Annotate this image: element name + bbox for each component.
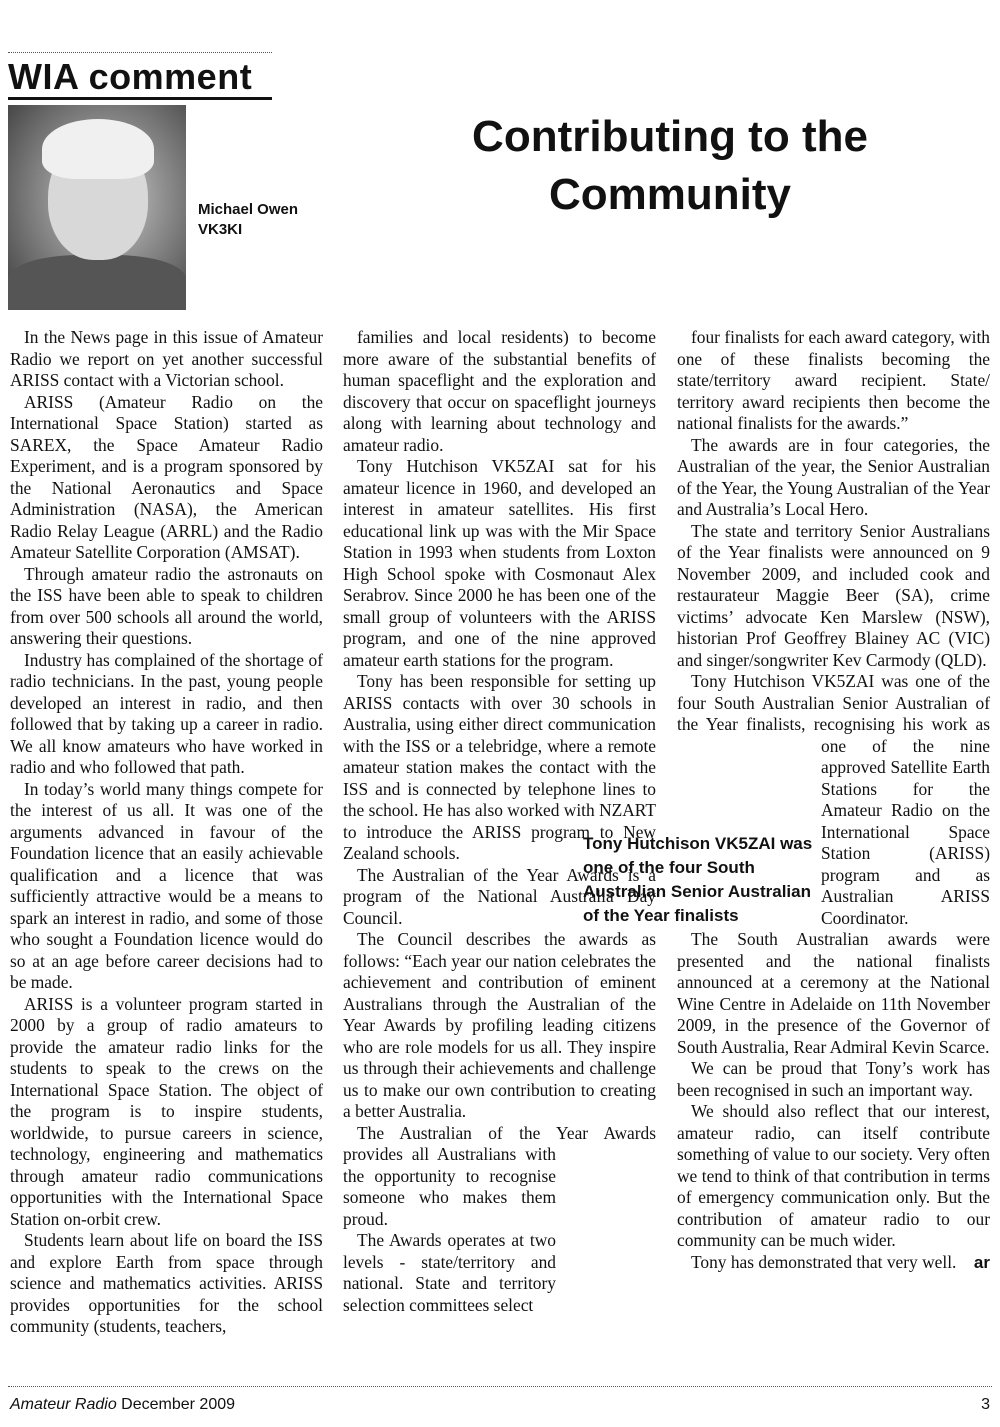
paragraph: four finalists for each award category, with one of these finalists becoming the state/territory award recipient. State/ territory award recipients then become the national finalists for the awards.” <box>677 327 990 433</box>
paragraph: The South Australian awards were presented and the national finalists announced at a ceremony at the National Wine Centre in Adelaide on 11th November 2009, in the presence of the Governor of South Australia, Rear Admiral Kevin Scarce. <box>677 929 990 1057</box>
article-column-2 <box>343 327 656 1331</box>
author-byline <box>198 200 328 240</box>
paragraph: The Australian of the Year Awards is a program of the National Australia Day Council. <box>343 864 656 928</box>
article-column-1 <box>10 327 323 1338</box>
bottom-rule <box>8 1386 992 1387</box>
section-title: WIA comment <box>8 56 253 97</box>
section-title-underline <box>8 97 272 100</box>
end-mark: ar <box>973 1252 990 1272</box>
paragraph: In today’s world many things compete for the interest of us all. It was one of the arguments advanced in favour of the Foundation licence that an easily achievable qualification and a licence that was sufficiently attractive would be a means to spark an interest in radio, and some of those who sought a Foundation licence would do so at an age before career decisions had to be made. <box>10 778 323 992</box>
paragraph: The Australian of the Year Awards provides all Australians with the opportunity to recognise someone who makes them proud. <box>343 1122 656 1229</box>
paragraph: The Council describes the awards as follows: “Each year our nation celebrates the achievement and contribution of eminent Australians through the Australian of the Year Awards by profiling leading citizens who are role models for us all. They inspire us through their achievements and challenge us to make our own contribution to creating a better Australia. <box>343 929 656 1121</box>
paragraph: We can be proud that Tony’s work has been recognised in such an important way. <box>677 1058 990 1100</box>
paragraph: In the News page in this issue of Amateur Radio we report on yet another successful ARISS contact with a Victorian school. <box>10 327 323 390</box>
author-callsign: VK3KI <box>198 221 243 238</box>
article-headline: Contributing to the Community <box>472 112 868 219</box>
paragraph: The awards are in four categories, the Australian of the year, the Senior Australian of the Year, the Young Australian of the Year and Australia’s Local Hero. <box>677 434 990 519</box>
paragraph: ARISS (Amateur Radio on the International Space Station) started as SAREX, the Space Amateur Radio Experiment, and is a program sponsored by the National Aeronautics and Space Administration (NASA), the American Radio Relay League (ARRL) and the Radio Amateur Satellite Corporation (AMSAT). <box>10 391 323 562</box>
top-rule <box>8 52 272 53</box>
footer-publication: Amateur Radio <box>10 1396 117 1413</box>
page-footer <box>10 1395 990 1415</box>
footer-issue: December 2009 <box>121 1396 236 1413</box>
author-name: Michael Owen <box>198 201 299 218</box>
paragraph <box>677 1252 990 1274</box>
footer-page-number: 3 <box>981 1396 990 1413</box>
paragraph: ARISS is a volunteer program started in 2000 by a group of radio amateurs to provide the amateur radio links for the students to speak to the crews on the International Space Station. The object of the program is to inspire students, worldwide, to pursue careers in science, technology, engineering and mathematics through amateur radio communications opportunities with the International Space Station on-orbit crew. <box>10 993 323 1229</box>
paragraph: families and local residents) to become more aware of the substantial benefits of human spaceflight and the exploration and discovery that occur on spaceflight journeys along with learning about technology and amateur radio. <box>343 327 656 455</box>
paragraph: Students learn about life on board the ISS and explore Earth from space through science and mathematics activities. ARISS provides opportunities for the school community (students, teachers, <box>10 1230 323 1336</box>
paragraph: Tony has been responsible for setting up ARISS contacts with over 30 schools in Australia, using either direct communication with the ISS or a telebridge, where a remote amateur station makes the contact with the ISS and is connected by telephone lines to the school. He has also worked with NZART to introduce the ARISS program to New Zealand schools. <box>343 671 656 863</box>
paragraph: The Awards operates at two levels - state/territory and national. State and territory selection committees select <box>343 1230 556 1315</box>
paragraph: Through amateur radio the astronauts on the ISS have been able to speak to children from over 500 schools all around the world, answering their questions. <box>10 563 323 648</box>
paragraph: Industry has complained of the shortage of radio technicians. In the past, young people developed an interest in radio, and then followed that by taking up a career in radio. We all know amateurs who have worked in radio and who followed that path. <box>10 649 323 777</box>
paragraph: Tony Hutchison VK5ZAI sat for his amateur licence in 1960, and developed an interest in amateur satellites. His first educational link up was with the Mir Space Station in 1993 when students from Loxton High School spoke with Cosmonaut Alex Serabrov. Since 2000 he has been one of the small group of volunteers with the ARISS program, and one of the nine approved amateur earth stations for the program. <box>343 456 656 670</box>
paragraph: We should also reflect that our interest, amateur radio, can itself contribute something of value to our society. Very often we tend to think of that contribution in terms of emergency communication only. But the contribution of amateur radio to our community can be much wider. <box>677 1101 990 1250</box>
pull-quote: Tony Hutchison VK5ZAI was one of the four South Australian Senior Australian of the Year finalists <box>583 834 813 925</box>
author-photo-hair <box>42 119 154 179</box>
paragraph: The state and territory Senior Australians of the Year finalists were announced on 9 November 2009, and included cook and restaurateur Maggie Beer (SA), crime victims’ advocate Ken Marslew (NSW), historian Prof Geoffrey Blainey AC (VIC) and singer/songwriter Kev Carmody (QLD). <box>677 520 990 670</box>
closing-sentence: Tony has demonstrated that very well. <box>691 1251 957 1272</box>
author-photo <box>8 105 186 310</box>
pull-quote-space <box>556 1149 656 1331</box>
author-photo-shirt <box>8 255 186 310</box>
paragraph: Tony Hutchison VK5ZAI was one of the four South Australian Senior Australian of the Year finalists, recognising his work as one of the nine approved Satellite Earth Stations for the Amateur Radio on the International Space Station (ARISS) program and as Australian ARISS Coordinator. <box>677 671 990 928</box>
article-column-3 <box>677 327 990 1273</box>
